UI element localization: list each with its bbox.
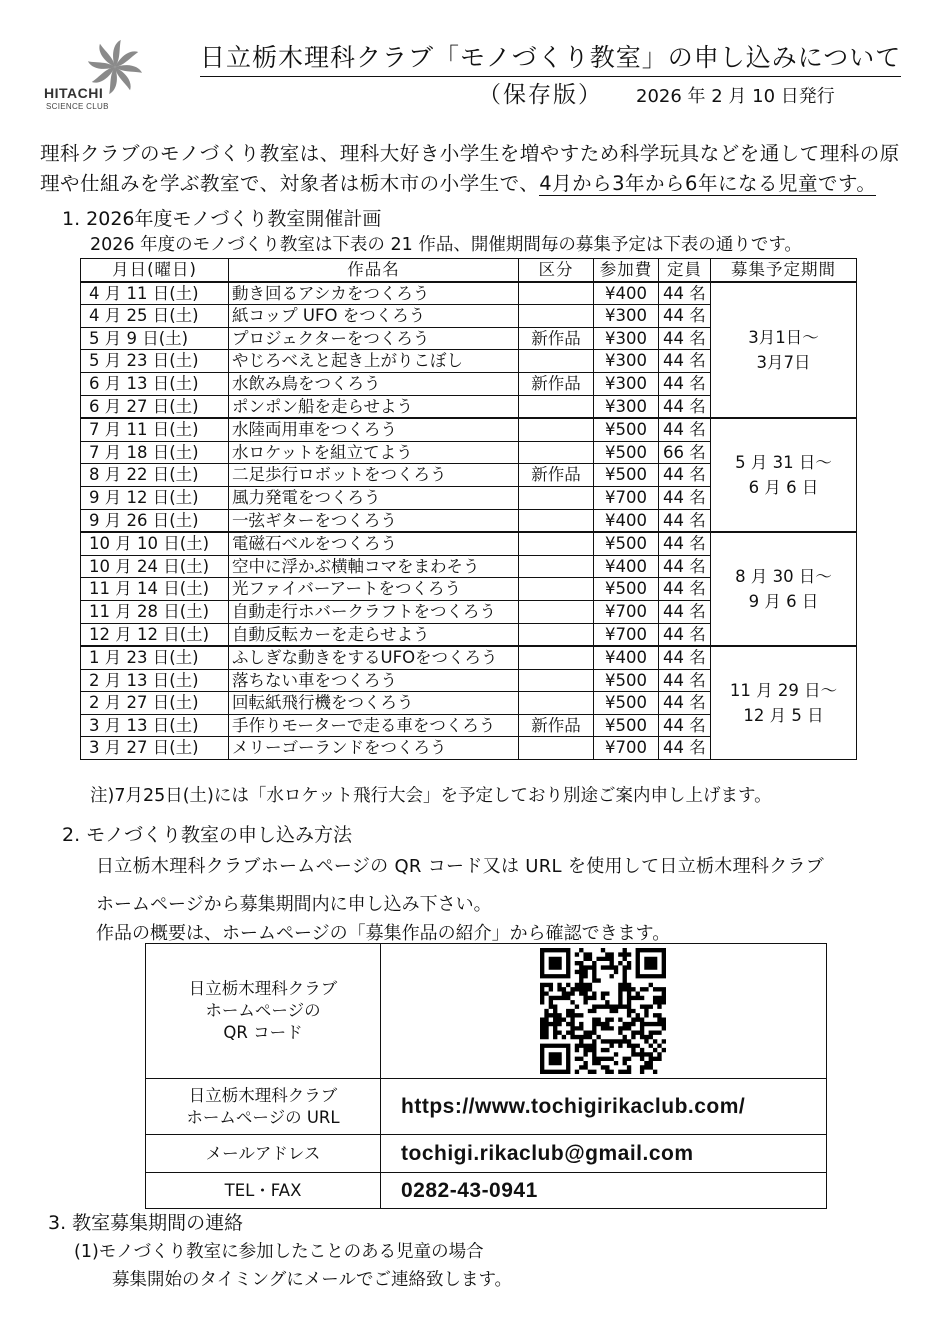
event-date: 3 月 27 日(土) <box>81 737 229 760</box>
qr-label-cell <box>146 944 381 1079</box>
work-category <box>519 350 594 373</box>
work-category: 新作品 <box>519 464 594 487</box>
participation-fee: ¥500 <box>594 441 659 464</box>
qr-label-line-2: ホームページの <box>205 1001 321 1020</box>
event-date: 1 月 23 日(土) <box>81 646 229 669</box>
event-date: 4 月 11 日(土) <box>81 282 229 305</box>
event-date: 3 月 13 日(土) <box>81 714 229 737</box>
qr-label-line-1: 日立栃木理科クラブ <box>188 979 338 998</box>
section-2-line-3: 作品の概要は、ホームページの「募集作品の紹介」から確認できます。 <box>96 923 671 944</box>
qr-label-line-3: QR コード <box>223 1023 303 1042</box>
participation-fee: ¥500 <box>594 578 659 601</box>
event-date: 11 月 14 日(土) <box>81 578 229 601</box>
period-start: 11 月 29 日～ <box>729 681 838 701</box>
work-category: 新作品 <box>519 714 594 737</box>
event-date: 9 月 12 日(土) <box>81 486 229 509</box>
participation-fee: ¥300 <box>594 350 659 373</box>
period-start: 8 月 30 日～ <box>735 567 832 587</box>
work-title: ふしぎな動きをするUFOをつくろう <box>229 646 519 669</box>
capacity: 44 名 <box>659 692 711 715</box>
email-row <box>146 1135 827 1173</box>
col-capacity-header: 定員 <box>659 259 711 282</box>
table-row <box>81 282 857 305</box>
work-category <box>519 282 594 305</box>
work-title: 二足歩行ロボットをつくろう <box>229 464 519 487</box>
capacity: 44 名 <box>659 395 711 418</box>
capacity: 44 名 <box>659 532 711 555</box>
period-end: 9 月 6 日 <box>748 592 819 612</box>
event-date: 9 月 26 日(土) <box>81 509 229 532</box>
capacity: 44 名 <box>659 646 711 669</box>
work-title: 回転紙飛行機をつくろう <box>229 692 519 715</box>
section-2-line-2: ホームページから募集期間内に申し込み下さい。 <box>96 894 492 915</box>
event-date: 4 月 25 日(土) <box>81 305 229 328</box>
logo-brand-text: HITACHI <box>44 85 104 101</box>
participation-fee: ¥400 <box>594 555 659 578</box>
schedule-table <box>80 258 857 760</box>
table-row <box>81 418 857 441</box>
participation-fee: ¥700 <box>594 737 659 760</box>
work-title: 電磁石ベルをつくろう <box>229 532 519 555</box>
table-row <box>81 646 857 669</box>
participation-fee: ¥500 <box>594 464 659 487</box>
work-title: 水陸両用車をつくろう <box>229 418 519 441</box>
work-title: 自動反転カーを走らせよう <box>229 623 519 646</box>
work-category <box>519 737 594 760</box>
col-date-header: 月日(曜日) <box>81 259 229 282</box>
capacity: 44 名 <box>659 305 711 328</box>
participation-fee: ¥500 <box>594 714 659 737</box>
capacity: 44 名 <box>659 555 711 578</box>
recruitment-period <box>711 282 857 419</box>
participation-fee: ¥300 <box>594 395 659 418</box>
event-date: 8 月 22 日(土) <box>81 464 229 487</box>
section-2-heading: 2. モノづくり教室の申し込み方法 <box>62 824 352 846</box>
work-title: 一弦ギターをつくろう <box>229 509 519 532</box>
tel-fax-label: TEL・FAX <box>146 1173 381 1209</box>
col-work-header: 作品名 <box>229 259 519 282</box>
section-3-item-1-detail: 募集開始のタイミングにメールでご連絡致します。 <box>112 1270 513 1290</box>
event-date: 2 月 27 日(土) <box>81 692 229 715</box>
capacity: 44 名 <box>659 600 711 623</box>
capacity: 44 名 <box>659 372 711 395</box>
section-1-heading: 1. 2026年度モノづくり教室開催計画 <box>62 208 382 230</box>
event-date: 2 月 13 日(土) <box>81 669 229 692</box>
period-end: 12 月 5 日 <box>743 706 824 726</box>
work-title: 光ファイバーアートをつくろう <box>229 578 519 601</box>
work-category <box>519 578 594 601</box>
event-date: 5 月 9 日(土) <box>81 327 229 350</box>
capacity: 44 名 <box>659 327 711 350</box>
col-category-header: 区分 <box>519 259 594 282</box>
work-title: やじろべえと起き上がりこぼし <box>229 350 519 373</box>
capacity: 44 名 <box>659 578 711 601</box>
recruitment-period <box>711 646 857 759</box>
email-address[interactable]: tochigi.rikaclub@gmail.com <box>381 1135 827 1173</box>
work-category: 新作品 <box>519 327 594 350</box>
qr-row <box>146 944 827 1079</box>
work-category <box>519 692 594 715</box>
participation-fee: ¥300 <box>594 305 659 328</box>
url-label-line-1: 日立栃木理科クラブ <box>188 1085 338 1105</box>
capacity: 44 名 <box>659 714 711 737</box>
work-title: 手作りモーターで走る車をつくろう <box>229 714 519 737</box>
event-date: 5 月 23 日(土) <box>81 350 229 373</box>
recruitment-period <box>711 418 857 532</box>
work-title: ポンポン船を走らせよう <box>229 395 519 418</box>
work-category <box>519 509 594 532</box>
section-3-heading: 3. 教室募集期間の連絡 <box>48 1212 244 1234</box>
url-row <box>146 1079 827 1135</box>
capacity: 44 名 <box>659 418 711 441</box>
participation-fee: ¥300 <box>594 327 659 350</box>
participation-fee: ¥500 <box>594 692 659 715</box>
tel-row <box>146 1173 827 1209</box>
work-title: 自動走行ホバークラフトをつくろう <box>229 600 519 623</box>
section-3-item-1: (1)モノづくり教室に参加したことのある児童の場合 <box>74 1242 484 1262</box>
event-date: 10 月 24 日(土) <box>81 555 229 578</box>
participation-fee: ¥700 <box>594 600 659 623</box>
work-category <box>519 646 594 669</box>
event-date: 6 月 13 日(土) <box>81 372 229 395</box>
qr-code-icon[interactable] <box>540 948 666 1074</box>
capacity: 44 名 <box>659 509 711 532</box>
work-category <box>519 669 594 692</box>
work-category <box>519 418 594 441</box>
work-title: 水飲み鳥をつくろう <box>229 372 519 395</box>
work-category: 新作品 <box>519 372 594 395</box>
period-end: 3月7日 <box>756 352 811 372</box>
work-title: プロジェクターをつくろう <box>229 327 519 350</box>
participation-fee: ¥300 <box>594 372 659 395</box>
work-category <box>519 441 594 464</box>
schedule-header-row <box>81 259 857 282</box>
event-date: 7 月 18 日(土) <box>81 441 229 464</box>
event-date: 11 月 28 日(土) <box>81 600 229 623</box>
tel-fax-number: 0282-43-0941 <box>381 1173 827 1209</box>
hitachi-science-club-logo <box>44 38 144 118</box>
capacity: 44 名 <box>659 282 711 305</box>
work-title: メリーゴーランドをつくろう <box>229 737 519 760</box>
work-category <box>519 486 594 509</box>
qr-code-cell <box>381 944 827 1079</box>
participation-fee: ¥500 <box>594 532 659 555</box>
participation-fee: ¥500 <box>594 669 659 692</box>
event-date: 10 月 10 日(土) <box>81 532 229 555</box>
capacity: 44 名 <box>659 464 711 487</box>
work-category <box>519 305 594 328</box>
participation-fee: ¥400 <box>594 646 659 669</box>
section-1-description: 2026 年度のモノづくり教室は下表の 21 作品、開催期間毎の募集予定は下表の通りです。 <box>90 235 802 255</box>
work-title: 風力発電をつくろう <box>229 486 519 509</box>
work-title: 紙コップ UFO をつくろう <box>229 305 519 328</box>
capacity: 44 名 <box>659 737 711 760</box>
intro-target-underlined: 4月から3年から6年になる児童です。 <box>539 172 877 195</box>
work-category <box>519 623 594 646</box>
period-start: 5 月 31 日～ <box>735 453 832 473</box>
schedule-note: 注)7月25日(土)には「水ロケット飛行大会」を予定しており別途ご案内申し上げます。 <box>90 786 772 806</box>
table-row <box>81 532 857 555</box>
work-title: 空中に浮かぶ横軸コマをまわそう <box>229 555 519 578</box>
col-period-header: 募集予定期間 <box>711 259 857 282</box>
issue-date: 2026 年 2 月 10 日発行 <box>636 86 835 107</box>
page-title: 日立栃木理科クラブ「モノづくり教室」の申し込みについて <box>200 38 901 77</box>
participation-fee: ¥400 <box>594 509 659 532</box>
intro-paragraph-line-1: 理科クラブのモノづくり教室は、理科大好き小学生を増やすため科学玩具などを通して理科の原 <box>40 142 900 165</box>
capacity: 44 名 <box>659 486 711 509</box>
logo-sub-text: SCIENCE CLUB <box>46 102 109 111</box>
url-label-line-2: ホームページの URL <box>186 1107 340 1127</box>
event-date: 7 月 11 日(土) <box>81 418 229 441</box>
section-2-line-1: 日立栃木理科クラブホームページの QR コード又は URL を使用して日立栃木理科クラブ <box>96 856 825 877</box>
capacity: 44 名 <box>659 350 711 373</box>
capacity: 66 名 <box>659 441 711 464</box>
event-date: 12 月 12 日(土) <box>81 623 229 646</box>
participation-fee: ¥700 <box>594 486 659 509</box>
col-fee-header: 参加費 <box>594 259 659 282</box>
participation-fee: ¥500 <box>594 418 659 441</box>
work-category <box>519 395 594 418</box>
work-title: 落ちない車をつくろう <box>229 669 519 692</box>
work-title: 動き回るアシカをつくろう <box>229 282 519 305</box>
capacity: 44 名 <box>659 623 711 646</box>
capacity: 44 名 <box>659 669 711 692</box>
participation-fee: ¥400 <box>594 282 659 305</box>
period-start: 3月1日～ <box>748 327 819 347</box>
schedule-body <box>81 282 857 760</box>
participation-fee: ¥700 <box>594 623 659 646</box>
intro-text: 理や仕組みを学ぶ教室で、対象者は栃木市の小学生で、 <box>40 172 540 195</box>
intro-paragraph-line-2 <box>40 168 876 196</box>
email-label: メールアドレス <box>146 1135 381 1173</box>
url-label-cell <box>146 1079 381 1135</box>
work-category <box>519 555 594 578</box>
work-category <box>519 600 594 623</box>
work-title: 水ロケットを組立てよう <box>229 441 519 464</box>
period-end: 6 月 6 日 <box>748 478 819 498</box>
work-category <box>519 532 594 555</box>
recruitment-period <box>711 532 857 646</box>
event-date: 6 月 27 日(土) <box>81 395 229 418</box>
contact-table <box>145 943 827 1209</box>
edition-label: （保存版） <box>478 82 603 108</box>
homepage-url[interactable]: https://www.tochigirikaclub.com/ <box>381 1079 827 1135</box>
